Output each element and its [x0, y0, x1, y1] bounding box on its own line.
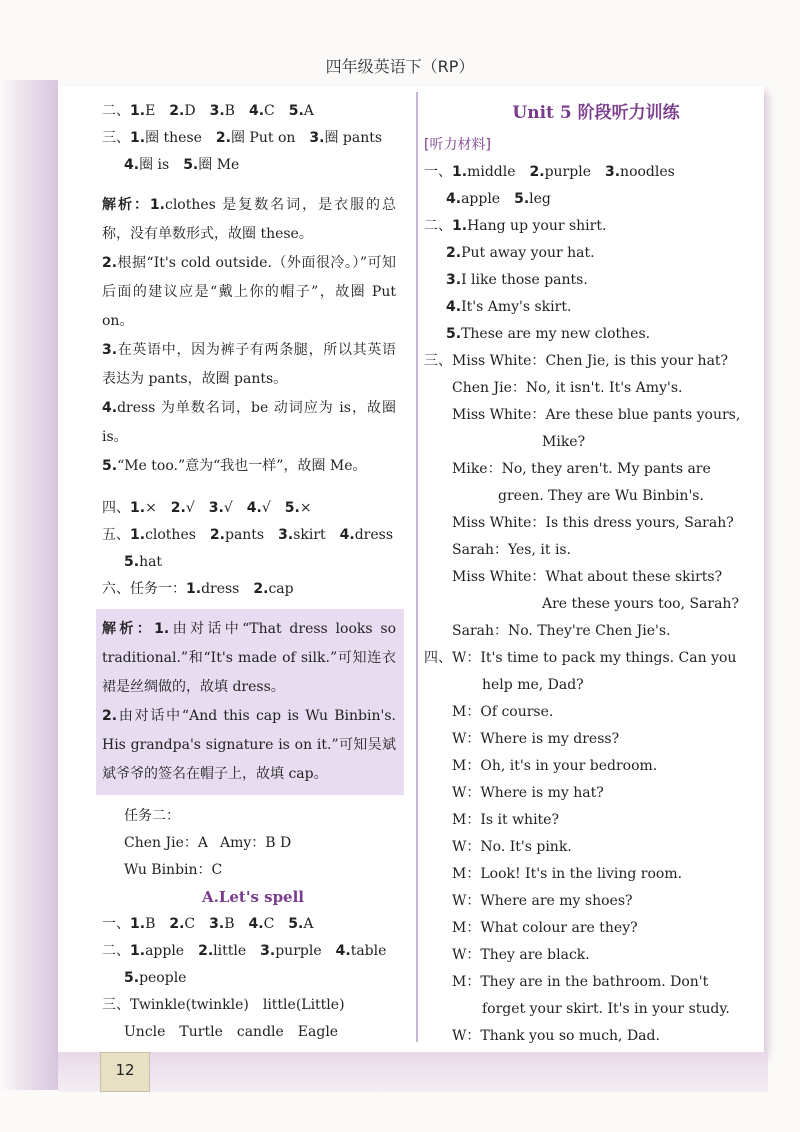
analysis-1-item-5: 5.“Me too.”意为“我也一样”，故圈 Me。 [102, 458, 367, 474]
section-5-answers-row1: 五、1.clothes 2.pants 3.skirt 4.dress [102, 527, 394, 543]
dialogue-3-line-4: Mike：No, they aren't. My pants are [452, 461, 711, 477]
listening-1-row2: 4.apple 5.leg [446, 191, 551, 207]
left-column [102, 98, 404, 1046]
page-number-box [100, 1052, 150, 1092]
analysis-1-item-4: 4.dress 为单数名词，be 动词应为 is，故圈 is。 [102, 400, 396, 445]
dialogue-4-line-12-cont: forget your skirt. It's in your study. [482, 1001, 730, 1017]
dialogue-4-line-10: M：What colour are they? [452, 920, 638, 936]
dialogue-4-line-8: M：Look! It's in the living room. [452, 866, 683, 882]
analysis-1-item-1: 解析：1.clothes 是复数名词，是衣服的总称，没有单数形式，故圈 these。 [102, 197, 396, 242]
dialogue-4-line-12: M：They are in the bathroom. Don't [452, 974, 709, 990]
unit-title: Unit 5 阶段听力训练 [512, 103, 680, 123]
dialogue-3-line-8: Sarah：No. They're Chen Jie's. [452, 623, 671, 639]
dialogue-3-line-3-cont: Mike? [542, 434, 586, 450]
bottom-decoration-band [58, 1052, 768, 1092]
column-divider [416, 92, 418, 1042]
spell-1-answers: 一、1.B 2.C 3.B 4.C 5.A [102, 916, 314, 932]
dialogue-4-line-5: W：Where is my hat? [452, 785, 604, 801]
dialogue-4-line-1: 四、W：It's time to pack my things. Can you [424, 650, 737, 666]
right-column [424, 98, 768, 1050]
analysis-1-item-3: 3.在英语中，因为裤子有两条腿，所以其英语表达为 pants，故圈 pants。 [102, 342, 396, 387]
listening-2-item-3: 3.I like those pants. [446, 272, 588, 288]
dialogue-3-line-1: 三、Miss White：Chen Jie, is this your hat? [424, 353, 729, 369]
section-6-task1-answers: 六、任务一：1.dress 2.cap [102, 581, 294, 597]
listening-2-item-5: 5.These are my new clothes. [446, 326, 651, 342]
page-header: 四年级英语下（RP） [325, 57, 475, 76]
analysis-box-2 [96, 609, 404, 795]
section-2-answers: 二、1.E 2.D 3.B 4.C 5.A [102, 103, 314, 119]
analysis-2-item-1: 解析：1.由对话中“That dress looks so traditional.”和“It's made of silk.”可知连衣裙是丝绸做的，故填 dress。 [102, 621, 396, 695]
spell-2-answers-row2: 5.people [124, 970, 187, 986]
dialogue-3-line-7: Miss White：What about these skirts? [452, 569, 723, 585]
spell-3-answers-row2: Uncle Turtle candle Eagle [124, 1024, 339, 1040]
listening-2-item-2: 2.Put away your hat. [446, 245, 595, 261]
spell-2-answers-row1: 二、1.apple 2.little 3.purple 4.table [102, 943, 387, 959]
dialogue-3-line-3: Miss White：Are these blue pants yours, [452, 407, 741, 423]
dialogue-3-line-5: Miss White：Is this dress yours, Sarah? [452, 515, 734, 531]
dialogue-4-line-1-cont: help me, Dad? [482, 677, 584, 693]
section-5-answers-row2: 5.hat [124, 554, 163, 570]
dialogue-4-line-2: M：Of course. [452, 704, 554, 720]
listening-2-item-4: 4.It's Amy's skirt. [446, 299, 572, 315]
spell-3-answers-row1: 三、Twinkle(twinkle) little(Little) [102, 997, 345, 1013]
spell-section-title: A.Let's spell [201, 888, 304, 906]
listening-1-row1: 一、1.middle 2.purple 3.noodles [424, 164, 675, 180]
dialogue-4-line-3: W：Where is my dress? [452, 731, 620, 747]
dialogue-4-line-7: W：No. It's pink. [452, 839, 572, 855]
dialogue-4-line-6: M：Is it white? [452, 812, 559, 828]
listening-2-item-1: 二、1.Hang up your shirt. [424, 218, 607, 234]
dialogue-4-line-9: W：Where are my shoes? [452, 893, 633, 909]
analysis-box-1 [98, 185, 404, 487]
task2-line1: Chen Jie：A Amy：B D [124, 835, 292, 851]
analysis-2-item-2: 2.由对话中“And this cap is Wu Binbin's. His grandpa's signature is on it.”可知吴斌斌爷爷的签名在帽子上，故填 cap。 [102, 708, 396, 782]
dialogue-3-line-6: Sarah：Yes, it is. [452, 542, 572, 558]
analysis-1-item-2: 2.根据“It's cold outside.（外面很冷。）”可知后面的建议应是“戴上你的帽子”，故圈 Put on。 [102, 255, 396, 329]
task2-title: 任务二： [124, 808, 180, 824]
listening-material-label: [听力材料] [424, 137, 491, 153]
dialogue-4-line-11: W：They are black. [452, 947, 590, 963]
dialogue-4-line-4: M：Oh, it's in your bedroom. [452, 758, 658, 774]
task2-line2: Wu Binbin：C [124, 862, 223, 878]
page-number: 12 [115, 1061, 135, 1079]
dialogue-3-line-4-cont: green. They are Wu Binbin's. [498, 488, 704, 504]
dialogue-4-line-13: W：Thank you so much, Dad. [452, 1028, 660, 1044]
dialogue-3-line-2: Chen Jie：No, it isn't. It's Amy's. [452, 380, 683, 396]
section-3-answers-row2: 4.圈 is 5.圈 Me [124, 157, 240, 173]
section-3-answers-row1: 三、1.圈 these 2.圈 Put on 3.圈 pants [102, 130, 383, 146]
left-decoration-band [0, 80, 58, 1090]
dialogue-3-line-7-cont: Are these yours too, Sarah? [542, 596, 739, 612]
section-4-answers: 四、1.× 2.√ 3.√ 4.√ 5.× [102, 500, 312, 516]
